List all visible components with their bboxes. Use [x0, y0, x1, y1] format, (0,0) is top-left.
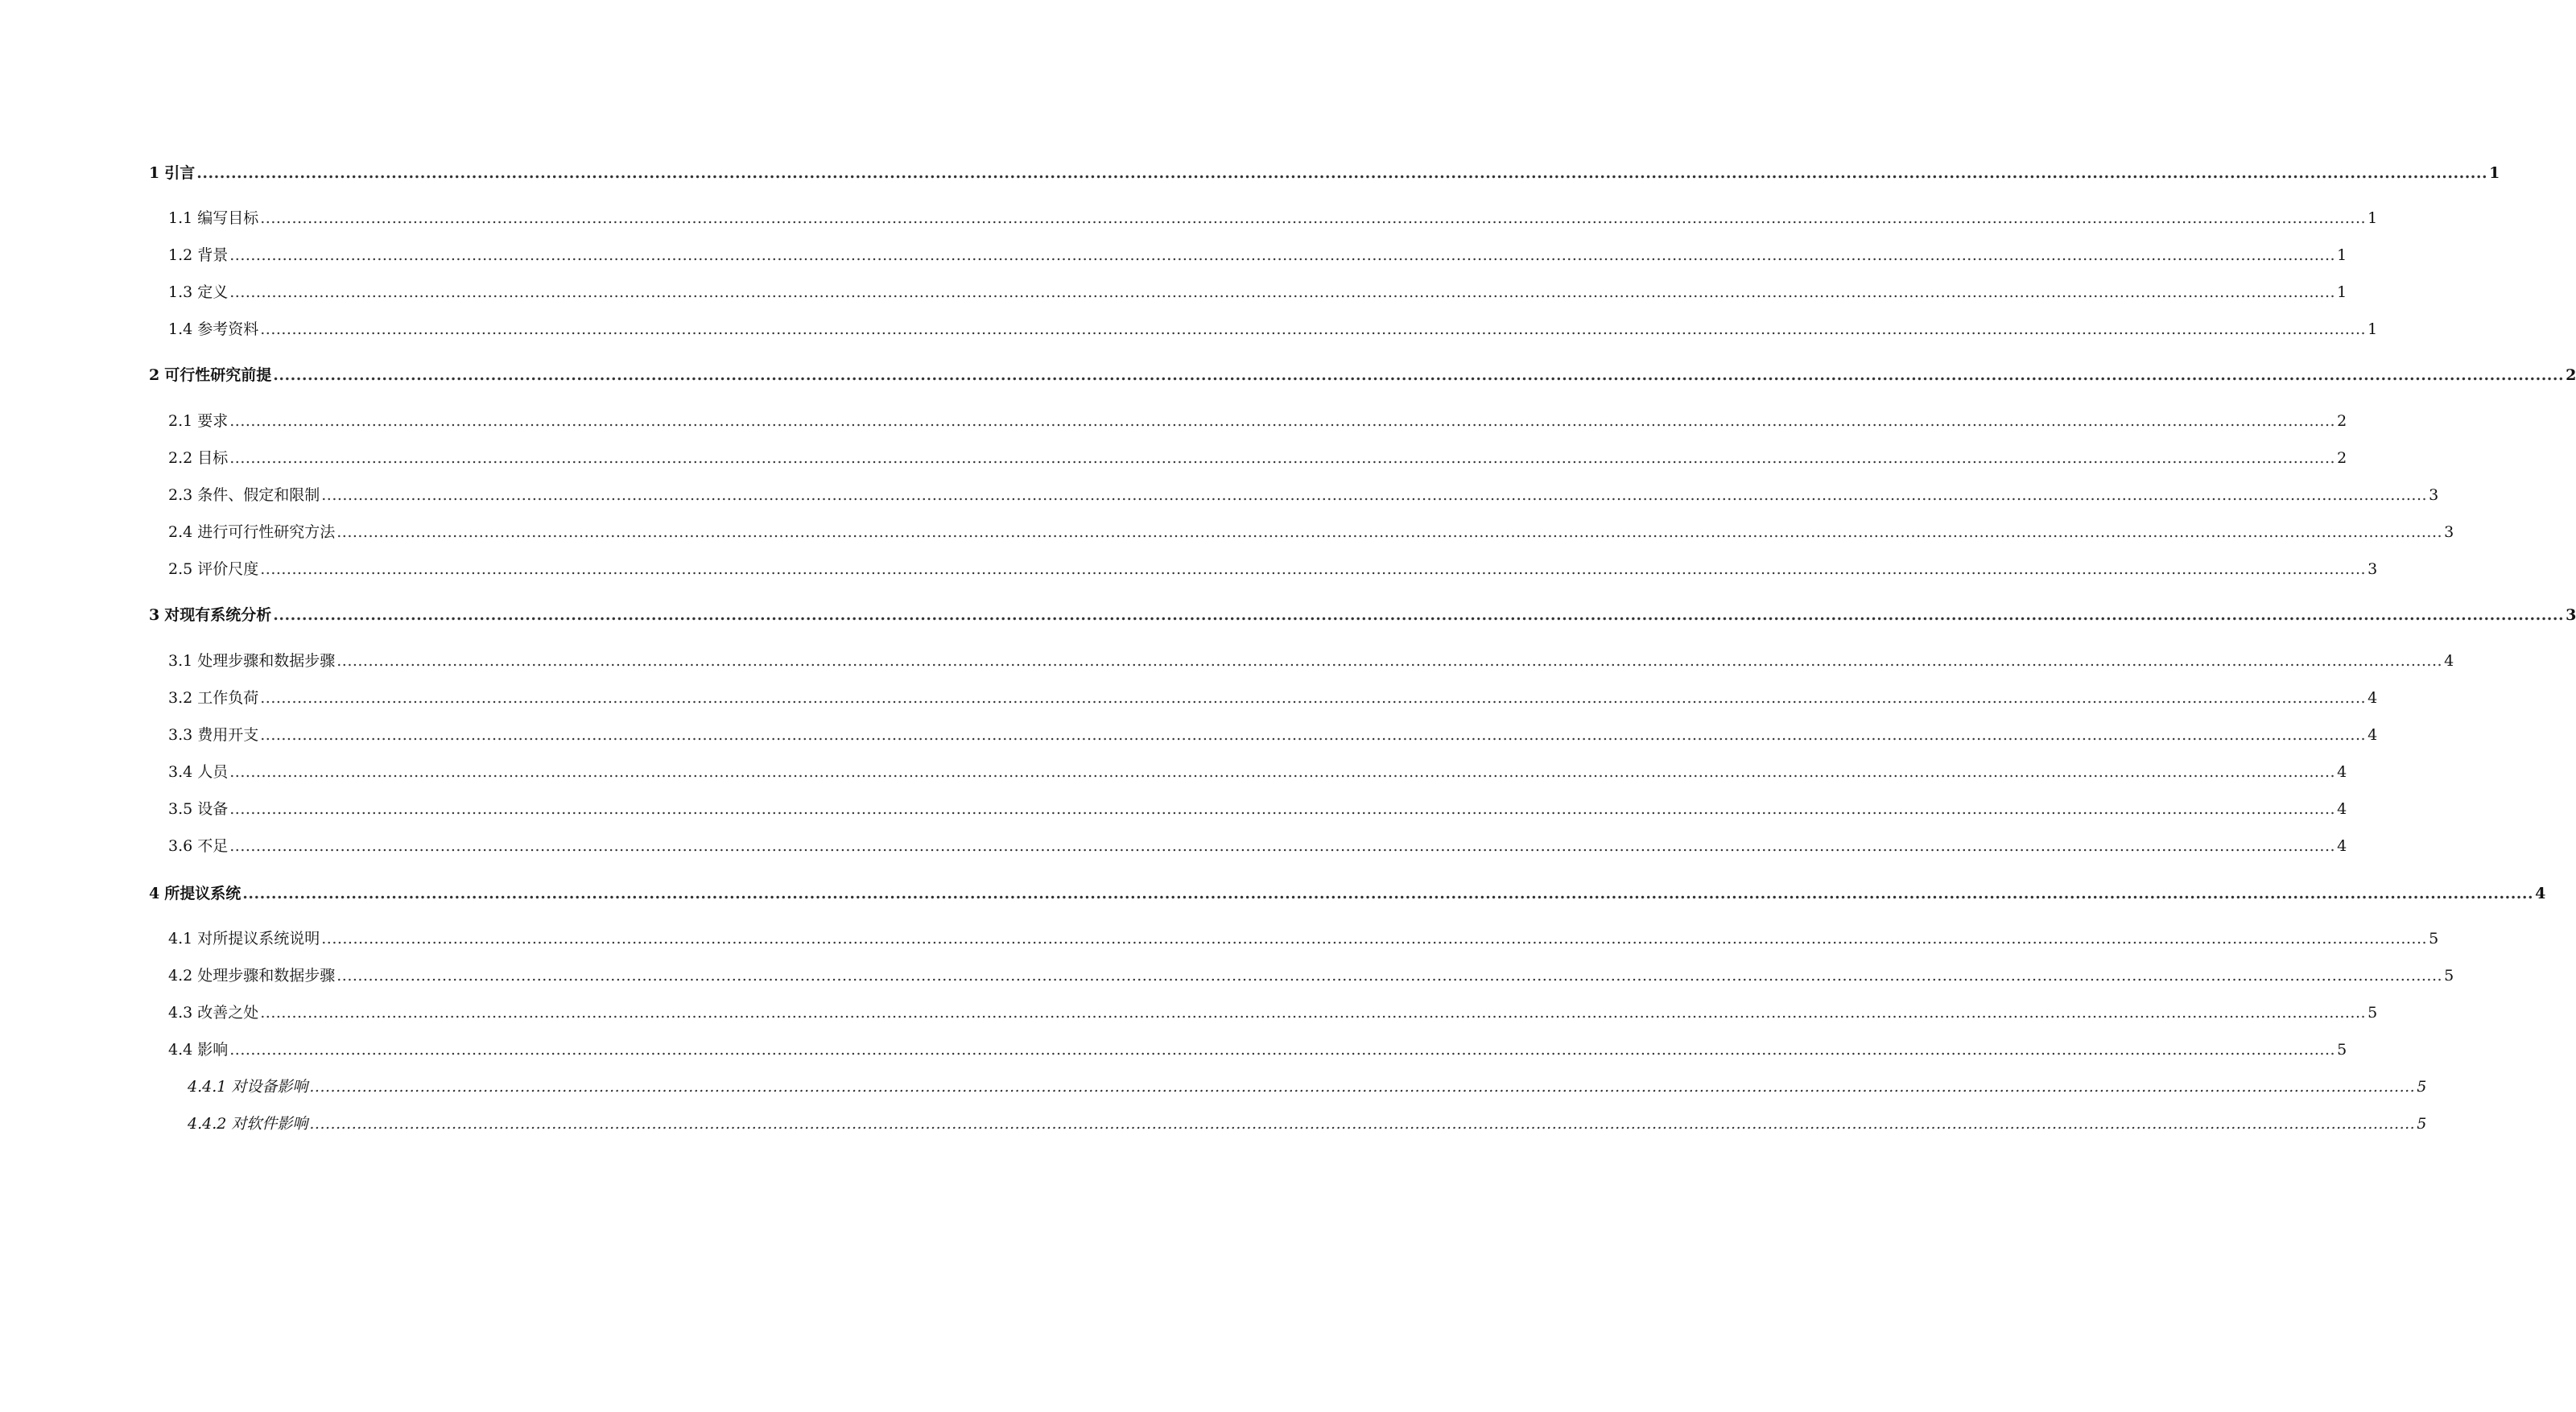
- toc-entry-title: 费用开支: [197, 726, 259, 744]
- toc-dot-leader: ................................................................................................................................................................................................................................................................................................................................................................................................................: [229, 1041, 2336, 1059]
- toc-dot-leader: ................................................................................................................................................................................................................................................................................................................................................................................................................: [336, 652, 2443, 670]
- toc-dot-leader: ................................................................................................................................................................................................................................................................................................................................................................................................................: [229, 800, 2336, 818]
- toc-entry-1[interactable]: [149, 161, 2500, 183]
- toc-entry-title: 可行性研究前提: [164, 366, 272, 384]
- toc-entry-page-number: 5: [2417, 1078, 2427, 1096]
- toc-entry-title: 影响: [197, 1041, 229, 1059]
- toc-entry-title: 对现有系统分析: [164, 606, 272, 624]
- toc-entry-number: 2.5: [168, 560, 193, 578]
- toc-entry-4-2[interactable]: [149, 964, 2454, 985]
- toc-entry-4-4[interactable]: [149, 1038, 2347, 1059]
- toc-entry-2-2[interactable]: [149, 446, 2347, 468]
- toc-entry-page-number: 5: [2417, 1115, 2427, 1133]
- toc-entry-number: 4.4.1: [188, 1078, 227, 1096]
- toc-entry-title: 人员: [197, 763, 229, 781]
- toc-dot-leader: ................................................................................................................................................................................................................................................................................................................................................................................................................: [229, 763, 2336, 781]
- toc-dot-leader: ................................................................................................................................................................................................................................................................................................................................................................................................................: [229, 837, 2336, 855]
- toc-dot-leader: ................................................................................................................................................................................................................................................................................................................................................................................................................: [229, 246, 2336, 264]
- toc-entry-4-3[interactable]: [149, 1001, 2378, 1022]
- toc-entry-3-3[interactable]: [149, 723, 2378, 745]
- toc-entry-number: 3.6: [168, 837, 193, 855]
- toc-dot-leader: ................................................................................................................................................................................................................................................................................................................................................................................................................: [260, 689, 2367, 707]
- toc-entry-4-4-1[interactable]: [149, 1075, 2427, 1096]
- toc-entry-2[interactable]: [149, 363, 2576, 385]
- toc-entry-title: 评价尺度: [197, 560, 259, 578]
- toc-entry-title: 处理步骤和数据步骤: [197, 967, 336, 985]
- toc-entry-1-3[interactable]: [149, 280, 2347, 302]
- toc-dot-leader: ................................................................................................................................................................................................................................................................................................................................................................................................................: [260, 560, 2367, 578]
- toc-entry-number: 2.2: [168, 449, 193, 467]
- toc-entry-number: 4.4: [168, 1041, 193, 1059]
- toc-dot-leader: ................................................................................................................................................................................................................................................................................................................................................................................................................: [260, 320, 2367, 338]
- toc-entry-number: 1.4: [168, 320, 193, 338]
- toc-entry-page-number: 3: [2444, 523, 2454, 541]
- toc-entry-page-number: 1: [2337, 283, 2347, 301]
- toc-entry-3-1[interactable]: [149, 649, 2454, 671]
- toc-entry-number: 3.4: [168, 763, 193, 781]
- toc-entry-title: 参考资料: [197, 320, 259, 338]
- toc-dot-leader: ................................................................................................................................................................................................................................................................................................................................................................................................................: [321, 930, 2428, 948]
- toc-entry-page-number: 5: [2444, 967, 2454, 985]
- toc-dot-leader: ................................................................................................................................................................................................................................................................................................................................................................................................................: [260, 209, 2367, 227]
- toc-entry-title: 目标: [197, 449, 229, 467]
- toc-entry-page-number: 3: [2368, 560, 2378, 578]
- toc-dot-leader: ................................................................................................................................................................................................................................................................................................................................................................................................................: [309, 1078, 2416, 1096]
- toc-dot-leader: ................................................................................................................................................................................................................................................................................................................................................................................................................: [309, 1115, 2416, 1133]
- toc-entry-2-4[interactable]: [149, 520, 2454, 542]
- toc-entry-number: 2.4: [168, 523, 193, 541]
- toc-entry-title: 要求: [197, 412, 229, 430]
- toc-entry-number: 4.3: [168, 1004, 193, 1022]
- toc-dot-leader: ................................................................................................................................................................................................................................................................................................................................................................................................................: [273, 606, 2565, 624]
- toc-entry-1-1[interactable]: [149, 206, 2378, 228]
- toc-entry-page-number: 5: [2429, 930, 2439, 948]
- toc-dot-leader: ................................................................................................................................................................................................................................................................................................................................................................................................................: [229, 449, 2336, 467]
- toc-entry-title: 改善之处: [197, 1004, 259, 1022]
- toc-entry-title: 对设备影响: [231, 1078, 308, 1096]
- toc-entry-page-number: 4: [2535, 885, 2546, 902]
- toc-entry-number: 4.2: [168, 967, 193, 985]
- toc-entry-title: 所提议系统: [164, 885, 242, 902]
- toc-dot-leader: ................................................................................................................................................................................................................................................................................................................................................................................................................: [242, 885, 2534, 902]
- toc-entry-page-number: 4: [2337, 800, 2347, 818]
- toc-entry-page-number: 2: [2566, 366, 2576, 384]
- toc-entry-3-5[interactable]: [149, 797, 2347, 819]
- toc-entry-3-4[interactable]: [149, 760, 2347, 782]
- toc-entry-title: 处理步骤和数据步骤: [197, 652, 336, 670]
- toc-entry-1-4[interactable]: [149, 317, 2378, 339]
- toc-entry-page-number: 4: [2337, 763, 2347, 781]
- toc-entry-number: 1.1: [168, 209, 193, 227]
- toc-dot-leader: ................................................................................................................................................................................................................................................................................................................................................................................................................: [336, 967, 2443, 985]
- toc-entry-number: 3.5: [168, 800, 193, 818]
- toc-dot-leader: ................................................................................................................................................................................................................................................................................................................................................................................................................: [229, 412, 2336, 430]
- toc-entry-page-number: 1: [2368, 209, 2378, 227]
- toc-entry-number: 2.1: [168, 412, 193, 430]
- toc-entry-title: 定义: [197, 283, 229, 301]
- toc-entry-1-2[interactable]: [149, 243, 2347, 265]
- toc-entry-number: 1.3: [168, 283, 193, 301]
- toc-entry-page-number: 3: [2566, 606, 2576, 624]
- toc-entry-title: 对所提议系统说明: [197, 930, 320, 948]
- toc-entry-page-number: 1: [2368, 320, 2378, 338]
- toc-entry-4-1[interactable]: [149, 927, 2439, 948]
- toc-entry-page-number: 5: [2368, 1004, 2378, 1022]
- toc-entry-2-1[interactable]: [149, 409, 2347, 431]
- toc-dot-leader: ................................................................................................................................................................................................................................................................................................................................................................................................................: [336, 523, 2443, 541]
- toc-entry-number: 4: [149, 885, 160, 902]
- toc-entry-title: 工作负荷: [197, 689, 259, 707]
- toc-entry-page-number: 4: [2368, 689, 2378, 707]
- toc-entry-title: 进行可行性研究方法: [197, 523, 336, 541]
- toc-entry-title: 设备: [197, 800, 229, 818]
- toc-entry-page-number: 2: [2337, 449, 2347, 467]
- toc-entry-title: 编写目标: [197, 209, 259, 227]
- toc-entry-2-3[interactable]: [149, 483, 2439, 505]
- toc-entry-number: 2.3: [168, 486, 193, 504]
- toc-entry-4-4-2[interactable]: [149, 1112, 2427, 1133]
- toc-entry-number: 2: [149, 366, 160, 384]
- toc-entry-title: 引言: [164, 164, 196, 182]
- toc-entry-page-number: 1: [2337, 246, 2347, 264]
- toc-entry-number: 3.1: [168, 652, 193, 670]
- toc-dot-leader: ................................................................................................................................................................................................................................................................................................................................................................................................................: [229, 283, 2336, 301]
- toc-entry-page-number: 1: [2489, 164, 2500, 182]
- toc-entry-3-2[interactable]: [149, 686, 2378, 708]
- toc-entry-number: 3.2: [168, 689, 193, 707]
- toc-entry-number: 3: [149, 606, 160, 624]
- toc-entry-page-number: 3: [2429, 486, 2439, 504]
- toc-entry-3-6[interactable]: [149, 834, 2347, 856]
- toc-entry-page-number: 4: [2337, 837, 2347, 855]
- toc-entry-number: 4.4.2: [188, 1115, 227, 1133]
- toc-dot-leader: ................................................................................................................................................................................................................................................................................................................................................................................................................: [196, 164, 2488, 182]
- toc-entry-4[interactable]: [149, 881, 2546, 903]
- toc-dot-leader: ................................................................................................................................................................................................................................................................................................................................................................................................................: [260, 1004, 2367, 1022]
- toc-dot-leader: ................................................................................................................................................................................................................................................................................................................................................................................................................: [260, 726, 2367, 744]
- toc-entry-number: 4.1: [168, 930, 193, 948]
- toc-entry-page-number: 2: [2337, 412, 2347, 430]
- toc-entry-page-number: 4: [2368, 726, 2378, 744]
- toc-entry-title: 对软件影响: [231, 1115, 308, 1133]
- toc-dot-leader: ................................................................................................................................................................................................................................................................................................................................................................................................................: [273, 366, 2565, 384]
- toc-entry-title: 不足: [197, 837, 229, 855]
- toc-entry-2-5[interactable]: [149, 557, 2378, 579]
- toc-entry-page-number: 4: [2444, 652, 2454, 670]
- toc-entry-title: 背景: [197, 246, 229, 264]
- toc-entry-page-number: 5: [2337, 1041, 2347, 1059]
- toc-entry-number: 1: [149, 164, 160, 182]
- toc-entry-title: 条件、假定和限制: [197, 486, 320, 504]
- toc-entry-3[interactable]: [149, 603, 2576, 625]
- toc-dot-leader: ................................................................................................................................................................................................................................................................................................................................................................................................................: [321, 486, 2428, 504]
- toc-entry-number: 1.2: [168, 246, 193, 264]
- toc-entry-number: 3.3: [168, 726, 193, 744]
